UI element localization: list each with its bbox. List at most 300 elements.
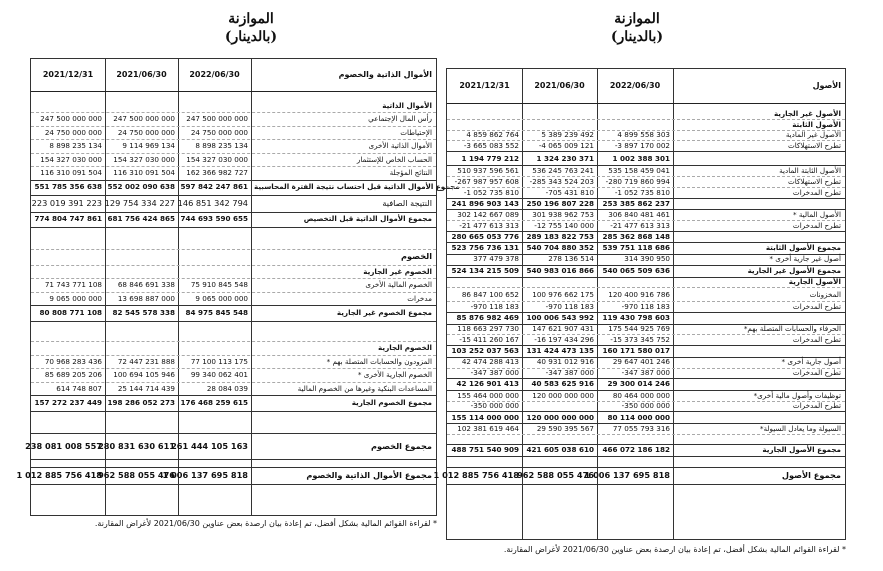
left-table-row — [31, 321, 436, 341]
left-cell-v2 — [105, 265, 178, 279]
right-row-label — [673, 198, 845, 210]
left-cell-v1: 247 500 000 000 — [40, 114, 102, 124]
right-cell-v2: 1 324 230 371 — [536, 153, 594, 163]
right-cell-v1: 86 847 100 652 — [461, 289, 519, 299]
right-cell-v3: -21 477 613 313 — [610, 220, 670, 230]
right-cell-v1: 42 126 901 413 — [456, 379, 519, 389]
left-row-label: مجموع الأموال الذاتية والخصوم — [306, 470, 432, 481]
right-table-row — [447, 401, 845, 412]
left-row-label: مجموع الخصوم الجارية — [351, 398, 432, 408]
right-cell-v2 — [522, 277, 597, 288]
right-cell-v3 — [597, 434, 673, 444]
right-cell-v1: 102 381 619 464 — [457, 423, 519, 433]
right-cell-v1: 155 464 000 000 — [457, 390, 519, 400]
left-table-row — [31, 395, 436, 411]
right-cell-v2: -285 343 524 203 — [529, 176, 594, 186]
right-cell-v3: -3 897 170 002 — [614, 141, 670, 151]
right-cell-v3 — [597, 456, 673, 467]
right-cell-v1: 4 859 862 764 — [466, 130, 519, 140]
right-cell-v1: 118 663 297 730 — [457, 324, 519, 334]
right-cell-v1: -970 118 183 — [470, 302, 519, 312]
right-title-text: الموازنة — [614, 11, 660, 27]
right-cell-v3: 29 647 401 246 — [612, 357, 670, 367]
right-row-label — [673, 231, 845, 243]
left-cell-v2: 68 846 691 338 — [117, 280, 175, 290]
left-title-text: الموازنة — [228, 11, 274, 27]
left-table-row — [31, 212, 436, 227]
left-cell-v2: 247 500 000 000 — [113, 114, 175, 124]
right-row-label: تطرح المدخرات — [792, 368, 841, 378]
right-cell-v1: 488 751 540 909 — [451, 445, 519, 455]
left-col-header-1: 2021/12/31 — [42, 70, 94, 79]
left-table-row — [31, 180, 460, 195]
right-table-row — [433, 467, 845, 484]
right-table-row — [447, 423, 845, 434]
left-cell-v1: 70 968 283 436 — [44, 356, 102, 366]
left-table-row — [31, 249, 436, 265]
right-cell-v2: 301 938 962 753 — [532, 209, 594, 219]
right-cell-v2: -12 755 140 000 — [534, 220, 594, 230]
right-cell-v1: 103 252 037 563 — [451, 346, 519, 356]
left-table-row — [31, 355, 436, 369]
right-row-label: السيولة وما يعادل السيولة* — [759, 423, 841, 433]
right-row-label: الأصول غير المادية — [785, 130, 841, 140]
right-row-label: تطرح المدخرات — [792, 335, 841, 345]
left-section-heading: الأموال الذاتية والخصوم — [338, 70, 432, 79]
right-table-row — [447, 357, 845, 368]
left-table-row — [31, 126, 436, 140]
right-row-label: الأصول المالية * — [792, 209, 841, 219]
right-table-row — [447, 130, 845, 141]
left-cell-v1 — [31, 341, 105, 355]
right-table-row — [447, 411, 845, 423]
right-cell-v1: 377 479 378 — [473, 254, 519, 264]
right-row-label: توظيفات وأصول مالية أخرى* — [753, 390, 841, 400]
left-cell-v1 — [31, 321, 105, 341]
right-cell-v1: 280 665 053 776 — [451, 231, 519, 241]
left-cell-v3: 261 444 105 163 — [171, 440, 248, 451]
left-row-label: رأس المال الإجتماعي — [368, 114, 432, 124]
right-cell-v2: 289 183 822 753 — [526, 231, 594, 241]
right-cell-v3: 1 002 388 301 — [612, 153, 670, 163]
right-cell-v2: 540 983 016 866 — [526, 265, 594, 275]
left-table-row — [31, 265, 436, 279]
left-row-label — [251, 411, 436, 433]
right-section-heading: الأصول — [812, 81, 841, 90]
left-cell-v3 — [178, 341, 251, 355]
left-row-label: الخصوم الجارية — [378, 343, 432, 353]
left-cell-v3: 84 975 845 548 — [185, 308, 248, 318]
left-cell-v1 — [31, 265, 105, 279]
right-table-row — [447, 312, 845, 324]
right-cell-v3: 29 300 014 246 — [607, 379, 670, 389]
right-cell-v1: -3 665 083 552 — [463, 141, 519, 151]
right-cell-v1: 42 474 288 413 — [461, 357, 519, 367]
left-cell-v3 — [178, 249, 251, 265]
left-row-label: الحساب الخاص للإستثمار — [356, 154, 432, 164]
right-row-label: مجموع الأصول الجارية — [762, 445, 841, 455]
right-cell-v2: 147 621 907 431 — [532, 324, 594, 334]
left-cell-v2: 154 327 030 000 — [113, 154, 175, 164]
left-cell-v1: 24 750 000 000 — [44, 127, 102, 137]
right-row-label — [673, 378, 845, 390]
left-row-label: مدخرات — [407, 293, 432, 303]
right-table-row — [447, 165, 845, 176]
left-cell-v2: 82 545 578 338 — [112, 308, 175, 318]
right-cell-v2 — [522, 456, 597, 467]
left-table-row — [25, 433, 436, 459]
left-cell-v2 — [105, 341, 178, 355]
right-cell-v1: 155 114 000 000 — [451, 412, 519, 422]
left-cell-v1: 614 748 807 — [56, 383, 102, 393]
right-table-row — [447, 324, 845, 335]
left-cell-v3 — [178, 227, 251, 249]
left-cell-v3: 77 100 113 175 — [190, 356, 248, 366]
right-cell-v1: -1 052 735 810 — [463, 187, 519, 197]
right-row-label: الأصول الجارية — [788, 277, 841, 287]
left-col-header-2: 2021/06/30 — [116, 70, 167, 79]
right-table-row — [447, 176, 845, 187]
left-table-row — [31, 368, 436, 382]
right-cell-v3: 4 899 558 303 — [617, 130, 670, 140]
right-cell-v3: 77 055 793 316 — [612, 423, 670, 433]
left-row-label: النتيجة الصافية — [382, 197, 432, 208]
left-cell-v2 — [105, 99, 178, 112]
left-cell-v3: 176 468 259 615 — [180, 398, 248, 408]
right-cell-v3: 80 114 000 000 — [607, 412, 670, 422]
left-cell-v2 — [105, 459, 178, 467]
right-cell-v3: -1 052 735 810 — [614, 187, 670, 197]
right-cell-v2: -4 065 009 121 — [538, 141, 594, 151]
right-cell-v3: 285 362 868 148 — [602, 231, 670, 241]
left-cell-v2: 25 144 714 439 — [117, 383, 175, 393]
left-row-label — [251, 459, 436, 467]
right-table-row — [447, 277, 845, 288]
right-cell-v2: 5 389 239 492 — [541, 130, 594, 140]
right-cell-v3: 175 544 925 769 — [608, 324, 670, 334]
left-cell-v1 — [31, 249, 105, 265]
right-table-row — [447, 151, 845, 165]
left-cell-v1: 238 081 008 557 — [25, 440, 102, 451]
right-row-label — [673, 434, 845, 444]
right-cell-v1 — [447, 277, 522, 288]
left-row-label: المزودون والحسابات المتصلة بهم * — [326, 356, 432, 366]
left-cell-v2: 9 114 969 134 — [122, 141, 175, 151]
right-row-label: الأصول الثابتة المادية — [779, 165, 841, 175]
left-cell-v2: 962 588 055 476 — [98, 470, 175, 481]
right-cell-v1: -21 477 613 313 — [459, 220, 519, 230]
right-cell-v1: 1 194 779 212 — [461, 153, 519, 163]
right-cell-v2: 120 000 000 000 — [526, 412, 594, 422]
right-cell-v1: -350 000 000 — [470, 401, 519, 411]
left-cell-v3: 8 898 235 134 — [195, 141, 248, 151]
left-cell-v2: 198 286 052 273 — [107, 398, 175, 408]
right-cell-v2: 29 590 395 567 — [536, 423, 594, 433]
right-cell-v2: 540 704 880 352 — [526, 243, 594, 253]
left-cell-v3: 154 327 030 000 — [186, 154, 248, 164]
left-cell-v2: 24 750 000 000 — [117, 127, 175, 137]
right-row-label: تطرح الاستهلاكات — [787, 176, 841, 186]
right-table-row — [447, 378, 845, 390]
left-footnote: * لقراءة القوائم المالية بشكل أفضل، تم إعادة بيان ارصدة بعض عناوين 2021/06/30 لأغراض المقارنة. — [94, 519, 437, 528]
right-cell-v3: 535 158 459 041 — [608, 165, 670, 175]
right-row-label: مجموع الأصول الثابتة — [765, 243, 841, 253]
left-cell-v3: 24 750 000 000 — [190, 127, 248, 137]
left-row-label: النتائج المؤجلة — [389, 168, 432, 178]
left-cell-v1: 85 689 205 206 — [44, 370, 102, 380]
left-table-row — [31, 411, 436, 433]
right-row-label — [673, 345, 845, 357]
right-cell-v2: -970 118 183 — [545, 302, 594, 312]
right-row-label: تطرح المدخرات — [792, 401, 841, 411]
left-cell-v1 — [31, 99, 105, 112]
right-row-label: مجموع الأصول — [781, 470, 841, 481]
right-cell-v3: 540 065 509 636 — [602, 265, 670, 275]
right-cell-v1: 1 012 885 756 418 — [433, 470, 519, 481]
right-cell-v2: 962 588 055 476 — [517, 470, 594, 481]
left-cell-v3 — [178, 459, 251, 467]
left-cell-v1: 9 065 000 000 — [49, 293, 102, 303]
left-col-header-3: 2022/06/30 — [189, 70, 240, 79]
left-cell-v2 — [105, 249, 178, 265]
right-col-header-3: 2022/06/30 — [609, 81, 661, 90]
right-table-row — [447, 254, 845, 265]
right-row-label: الأصول الثابتة — [792, 119, 841, 129]
left-table-row — [16, 467, 436, 484]
left-cell-v3: 162 366 982 727 — [186, 168, 248, 178]
right-cell-v2: 120 000 000 000 — [532, 390, 594, 400]
right-cell-v1: -15 411 260 167 — [459, 335, 519, 345]
right-table-row — [447, 231, 845, 243]
left-row-label: مجموع الأموال الذاتية قبل احتساب نتيجة الفترة المحاسبية — [254, 182, 460, 192]
left-cell-v1: 157 272 237 449 — [34, 398, 102, 408]
right-cell-v1: 523 756 736 131 — [451, 243, 519, 253]
left-cell-v1: 116 310 091 504 — [40, 168, 102, 178]
right-cell-v2 — [522, 401, 597, 412]
right-cell-v2: -16 197 434 296 — [534, 335, 594, 345]
left-row-label: الإحتياطات — [400, 127, 432, 137]
right-table-row — [447, 368, 845, 379]
left-title — [196, 10, 306, 46]
left-table-row — [31, 153, 436, 167]
right-row-label: تطرح المدخرات — [792, 220, 841, 230]
left-cell-v3: 247 500 000 000 — [186, 114, 248, 124]
left-cell-v3: 744 693 590 655 — [180, 214, 248, 224]
left-cell-v3: 99 340 062 401 — [190, 370, 248, 380]
right-cell-v3: -970 118 183 — [621, 302, 670, 312]
right-cell-v3 — [597, 119, 673, 130]
right-table-row — [447, 265, 845, 277]
left-row-label: الخصوم — [401, 251, 432, 262]
right-table-row — [447, 108, 845, 119]
left-cell-v2 — [105, 411, 178, 433]
left-cell-v1: 774 804 747 861 — [34, 214, 102, 224]
right-cell-v2: 40 931 012 916 — [536, 357, 594, 367]
right-table-row — [447, 345, 845, 357]
right-cell-v1: 524 134 215 509 — [451, 265, 519, 275]
right-cell-v3: 314 390 950 — [624, 254, 670, 264]
left-cell-v2 — [105, 321, 178, 341]
left-table-row — [31, 305, 436, 321]
right-cell-v1: 85 876 982 469 — [456, 313, 519, 323]
left-cell-v2: 72 447 231 888 — [117, 356, 175, 366]
right-cell-v3: -15 373 345 752 — [610, 335, 670, 345]
left-cell-v2: 13 698 887 000 — [117, 293, 175, 303]
left-cell-v2: 129 754 334 227 — [104, 197, 175, 208]
right-cell-v2 — [522, 108, 597, 119]
right-cell-v2: -705 431 810 — [545, 187, 594, 197]
right-row-label: الحرفاء والحسابات المتصلة بهم* — [743, 324, 841, 334]
right-footnote: * لقراءة القوائم المالية بشكل أفضل، تم إعادة بيان ارصدة بعض عناوين 2021/06/30 لأغراض المقارنة. — [503, 545, 846, 554]
right-row-label — [673, 456, 845, 467]
right-table-row — [447, 456, 845, 467]
left-cell-v2: 681 756 424 865 — [107, 214, 175, 224]
right-row-label: تطرح الاستهلاكات — [787, 141, 841, 151]
left-table-row — [31, 195, 436, 212]
right-cell-v1: 302 142 667 089 — [457, 209, 519, 219]
right-cell-v2: 131 424 473 135 — [526, 346, 594, 356]
right-title — [582, 10, 692, 46]
left-cell-v3 — [178, 265, 251, 279]
assets-table — [433, 68, 846, 540]
left-cell-v1 — [31, 411, 105, 433]
right-cell-v2: 421 605 038 610 — [526, 445, 594, 455]
left-table-row — [31, 459, 436, 467]
left-cell-v3: 597 842 247 861 — [180, 182, 248, 192]
right-cell-v1: -347 387 000 — [470, 368, 519, 378]
left-cell-v1 — [31, 227, 105, 249]
left-row-label — [251, 227, 436, 249]
right-row-label: المخزونات — [809, 289, 841, 299]
right-table-row — [447, 198, 845, 210]
left-cell-v1 — [31, 459, 105, 467]
right-table-row — [447, 301, 845, 312]
right-col-header-2: 2021/06/30 — [534, 81, 585, 90]
right-cell-v3: 539 751 118 686 — [602, 243, 670, 253]
left-subtitle: (بالدينار) — [224, 29, 278, 45]
right-cell-v1 — [447, 434, 522, 444]
left-cell-v2: 552 002 090 638 — [107, 182, 175, 192]
left-table-row — [31, 166, 436, 180]
left-row-label: الخصوم الجارية الأخرى * — [357, 370, 432, 380]
right-cell-v2 — [522, 434, 597, 444]
right-cell-v3: 80 464 000 000 — [612, 390, 670, 400]
right-col-header-1: 2021/12/31 — [459, 81, 510, 90]
right-table-row — [447, 287, 845, 301]
right-cell-v1 — [447, 119, 522, 130]
left-cell-v3: 28 084 039 — [206, 383, 248, 393]
right-cell-v3: 253 385 862 237 — [602, 198, 670, 208]
right-cell-v2: 250 196 807 228 — [526, 198, 594, 208]
left-row-label: المساعدات البنكية وغيرها من الخصوم المالية — [297, 383, 432, 393]
left-cell-v1: 551 785 356 638 — [34, 182, 102, 192]
right-cell-v1: -267 987 957 608 — [454, 176, 519, 186]
right-cell-v2 — [522, 119, 597, 130]
left-cell-v1: 154 327 030 000 — [40, 154, 102, 164]
left-row-label: مجموع الأموال الذاتية قبل التخصيص — [303, 214, 432, 224]
left-cell-v1: 1 012 885 756 418 — [16, 470, 102, 481]
left-row-label: الأموال الذاتية الأخرى — [368, 141, 432, 151]
left-cell-v2: 100 694 105 946 — [113, 370, 175, 380]
equity-liabilities-table — [16, 58, 460, 516]
left-row-label: مجموع الخصوم غير الجارية — [336, 308, 432, 318]
left-row-label — [251, 321, 436, 341]
right-cell-v3: -280 719 860 994 — [605, 176, 670, 186]
left-header-row — [31, 59, 436, 91]
right-row-label — [673, 411, 845, 423]
right-cell-v2: 536 245 763 241 — [532, 165, 594, 175]
left-cell-v2: 280 831 630 611 — [98, 440, 175, 451]
left-row-label: الأموال الذاتية — [382, 100, 432, 110]
left-cell-v1: 223 019 391 223 — [31, 197, 102, 208]
right-cell-v2: 100 976 662 175 — [532, 289, 594, 299]
right-table-row — [447, 334, 845, 345]
right-table-row — [447, 220, 845, 231]
right-cell-v2: -347 387 000 — [545, 368, 594, 378]
right-cell-v3: -347 387 000 — [621, 368, 670, 378]
left-cell-v3 — [178, 321, 251, 341]
right-cell-v3 — [597, 108, 673, 119]
left-row-label: الخصوم غير الجارية — [363, 266, 432, 276]
left-cell-v1: 8 898 235 134 — [49, 141, 102, 151]
left-table-row — [31, 278, 436, 292]
right-cell-v2: 278 136 514 — [548, 254, 594, 264]
left-row-label: الخصوم المالية الأخرى — [365, 280, 432, 290]
right-row-label: تطرح المدخرات — [792, 187, 841, 197]
left-cell-v3: 75 910 845 548 — [190, 280, 248, 290]
right-row-label: الأصول غير الجارية — [773, 108, 841, 118]
right-table-row — [447, 209, 845, 220]
left-row-label: مجموع الخصوم — [370, 440, 432, 451]
right-cell-v1: 241 896 903 143 — [451, 198, 519, 208]
left-table-row — [31, 382, 436, 396]
right-cell-v3: 306 840 481 461 — [608, 209, 670, 219]
left-cell-v3: 1 006 137 695 818 — [162, 470, 248, 481]
right-table-row — [447, 119, 845, 130]
right-cell-v3: 120 400 916 786 — [608, 289, 670, 299]
right-row-label: أصول غير جارية أخرى * — [769, 254, 841, 264]
left-cell-v3: 146 851 342 794 — [177, 197, 248, 208]
left-table-row — [31, 112, 436, 126]
right-cell-v3: -350 000 000 — [621, 401, 670, 411]
right-cell-v3: 1 006 137 695 818 — [584, 470, 670, 481]
right-subtitle: (بالدينار) — [610, 29, 664, 45]
right-cell-v1 — [447, 108, 522, 119]
right-cell-v2: 100 006 543 992 — [526, 313, 594, 323]
left-table-row — [31, 341, 436, 355]
right-cell-v3: 466 072 186 182 — [602, 445, 670, 455]
right-row-label — [673, 312, 845, 324]
left-table-row — [31, 99, 436, 112]
right-table-row — [447, 242, 845, 254]
right-cell-v1: 510 937 596 561 — [457, 165, 519, 175]
left-cell-v2 — [105, 227, 178, 249]
right-row-label: مجموع الأصول غير الجارية — [747, 265, 841, 275]
right-cell-v3: 160 171 580 017 — [602, 346, 670, 356]
left-cell-v3 — [178, 411, 251, 433]
right-row-label: أصول جارية أخرى * — [781, 357, 841, 367]
right-row-label: تطرح المدخرات — [792, 302, 841, 312]
right-cell-v3 — [597, 277, 673, 288]
left-table-row — [31, 292, 436, 306]
right-header-row — [447, 69, 845, 103]
left-cell-v1: 71 743 771 108 — [44, 280, 102, 290]
right-row-label — [673, 151, 845, 165]
right-table-row — [447, 444, 845, 456]
right-table-row — [447, 434, 845, 444]
left-table-row — [31, 139, 436, 153]
left-table-row — [31, 227, 436, 249]
